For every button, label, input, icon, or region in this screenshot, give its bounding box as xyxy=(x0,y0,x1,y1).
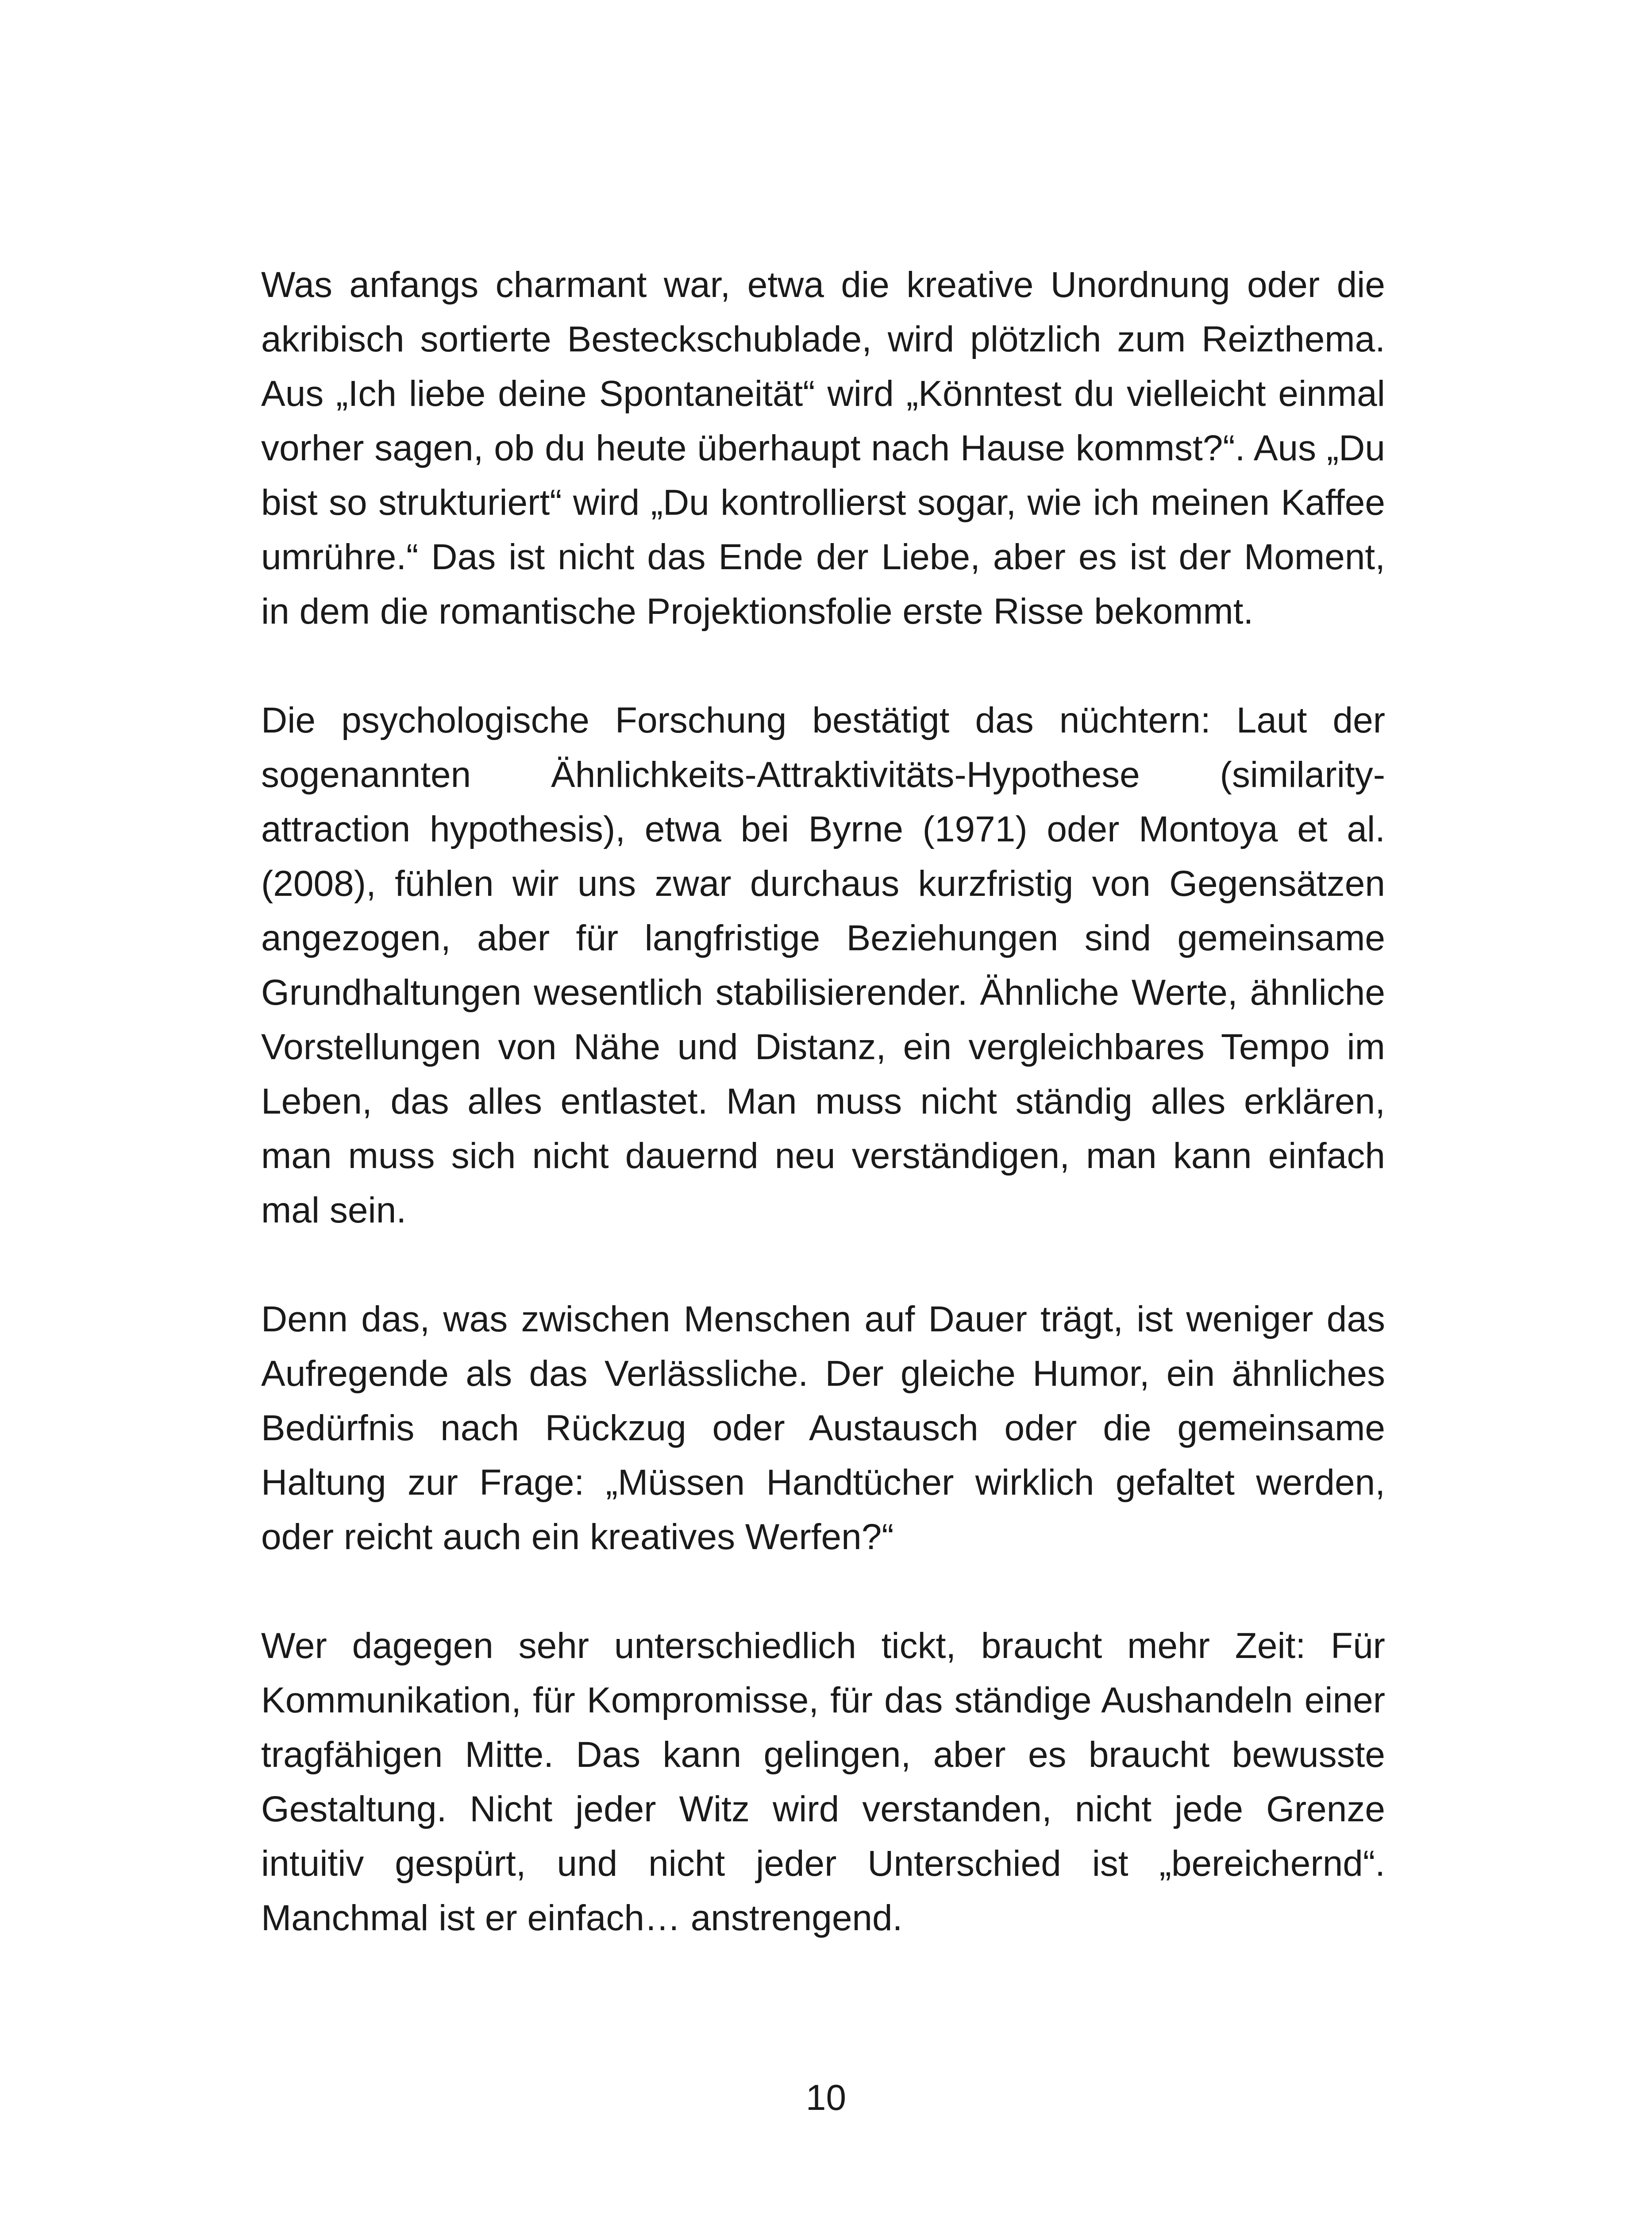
paragraph: Die psychologische Forschung bestätigt das nüchtern: Laut der sogenannten Ähnlichkeits-Attraktivitäts-Hypothese (similarity-attraction hypothesis), etwa bei Byrne (1971) oder Montoya et al. (2008), fühlen wir uns zwar durchaus kurzfristig von Gegensätzen angezogen, aber für langfristige Beziehungen sind gemeinsame Grundhaltungen wesentlich stabilisierender. Ähnliche Werte, ähnliche Vorstellungen von Nähe und Distanz, ein vergleichbares Tempo im Leben, das alles entlastet. Man muss nicht ständig alles erklären, man muss sich nicht dauernd neu verständigen, man kann einfach mal sein. xyxy=(261,700,1385,1230)
body-text xyxy=(261,258,1385,1945)
paragraph: Wer dagegen sehr unterschiedlich tickt, braucht mehr Zeit: Für Kommunikation, für Kompromisse, für das ständige Aushandeln einer tragfähigen Mitte. Das kann gelingen, aber es braucht bewusste Gestaltung. Nicht jeder Witz wird verstanden, nicht jede Grenze intuitiv gespürt, und nicht jeder Unterschied ist „bereichernd“. Manchmal ist er einfach… anstrengend. xyxy=(261,1626,1385,1938)
paragraph: Was anfangs charmant war, etwa die kreative Unordnung oder die akribisch sortierte Besteckschublade, wird plötzlich zum Reizthema. Aus „Ich liebe deine Spontaneität“ wird „Könntest du vielleicht einmal vorher sagen, ob du heute überhaupt nach Hause kommst?“. Aus „Du bist so strukturiert“ wird „Du kontrollierst sogar, wie ich meinen Kaffee umrühre.“ Das ist nicht das Ende der Liebe, aber es ist der Moment, in dem die romantische Projektionsfolie erste Risse bekommt. xyxy=(261,265,1385,632)
paragraph: Denn das, was zwischen Menschen auf Dauer trägt, ist weniger das Aufregende als das Verlässliche. Der gleiche Humor, ein ähnliches Bedürfnis nach Rückzug oder Austausch oder die gemeinsame Haltung zur Frage: „Müssen Handtücher wirklich gefaltet werden, oder reicht auch ein kreatives Werfen?“ xyxy=(261,1299,1385,1557)
page-number: 10 xyxy=(805,2078,847,2118)
